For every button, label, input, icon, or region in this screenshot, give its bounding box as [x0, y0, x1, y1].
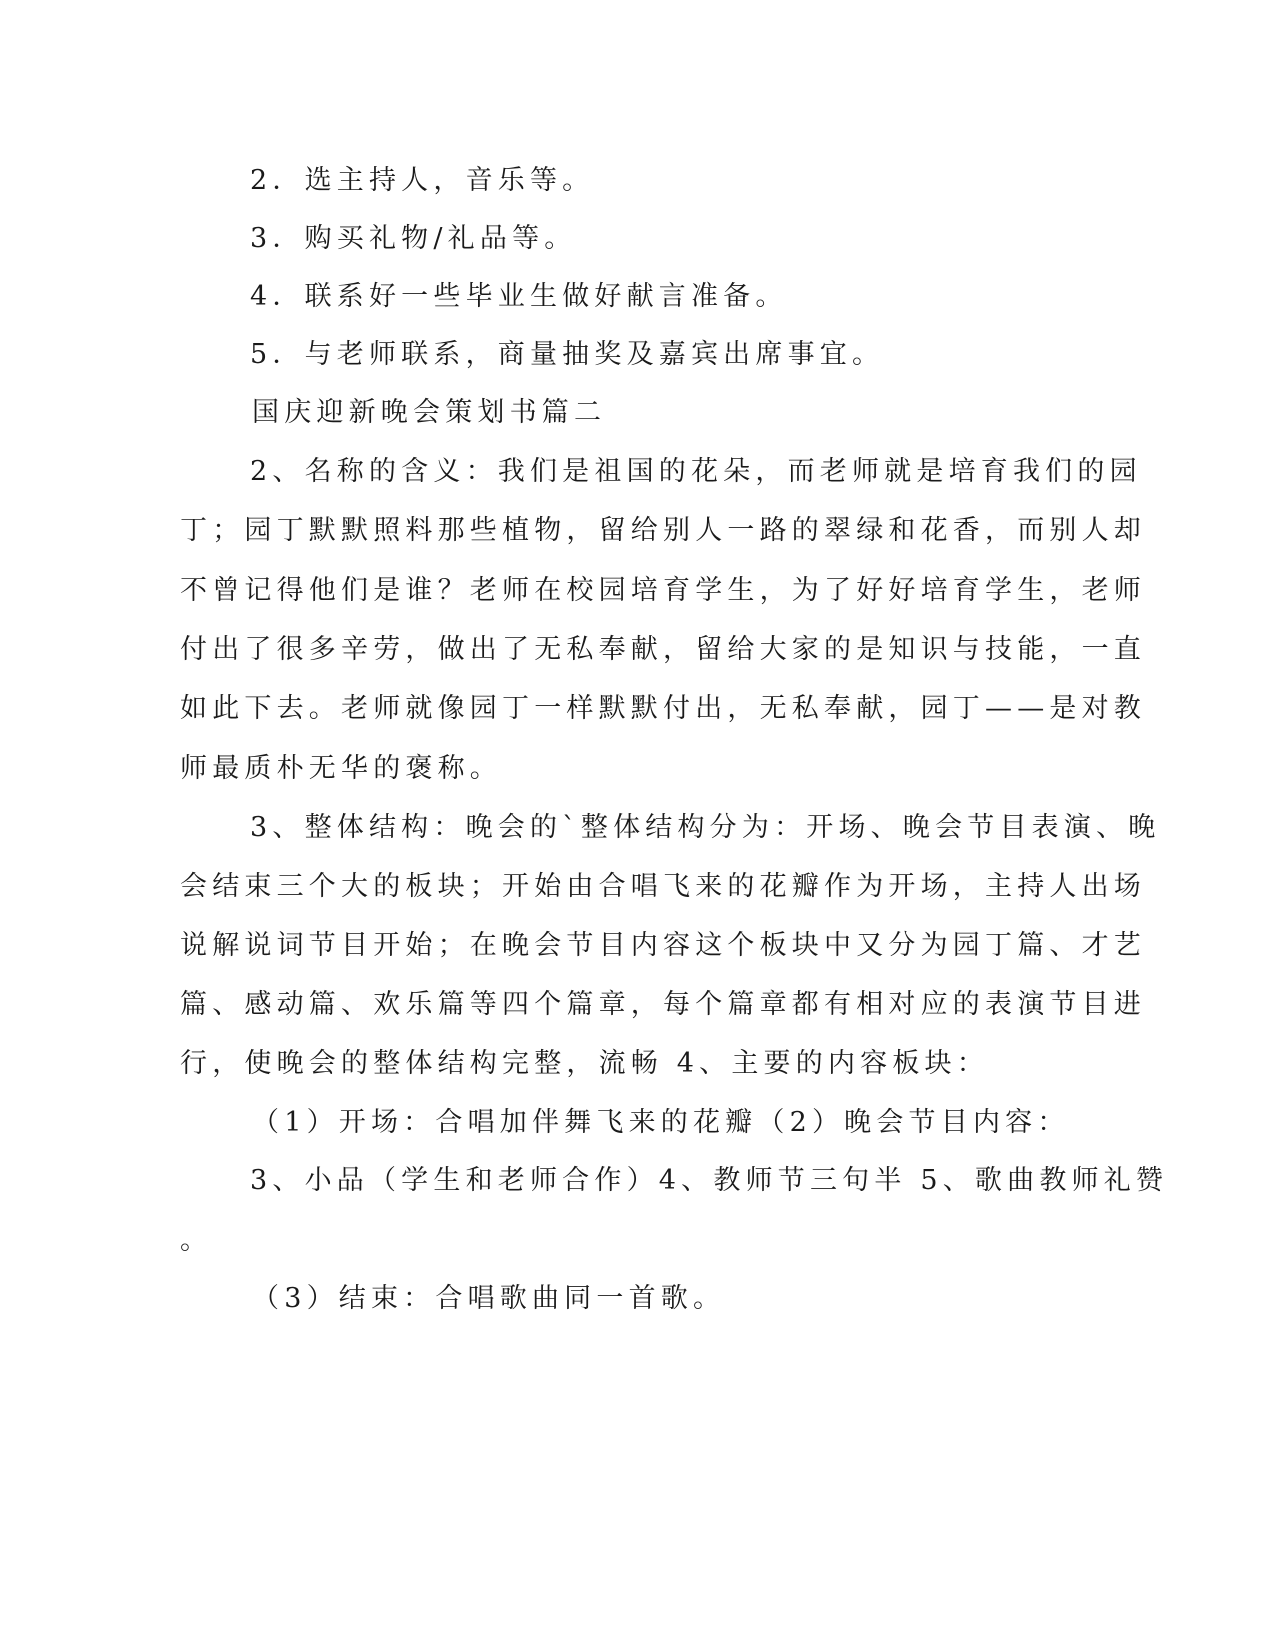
paragraph-line: 3、小品（学生和老师合作）4、教师节三句半 5、歌曲教师礼赞 — [250, 1165, 1169, 1196]
list-item: 5．与老师联系，商量抽奖及嘉宾出席事宜。 — [250, 339, 885, 370]
list-item: 4．联系好一些毕业生做好献言准备。 — [250, 281, 788, 312]
list-item: 2．选主持人，音乐等。 — [250, 165, 595, 196]
paragraph-line: （3）结束：合唱歌曲同一首歌。 — [252, 1283, 726, 1314]
paragraph-line: 3、整体结构：晚会的`整体结构分为：开场、晚会节目表演、晚 — [250, 812, 1161, 843]
paragraph-line: 不曾记得他们是谁？老师在校园培育学生，为了好好培育学生，老师 — [180, 575, 1146, 606]
section-title: 国庆迎新晚会策划书篇二 — [252, 397, 607, 428]
paragraph-line: 会结束三个大的板块；开始由合唱飞来的花瓣作为开场，主持人出场 — [180, 871, 1146, 902]
paragraph-line: 丁；园丁默默照料那些植物，留给别人一路的翠绿和花香，而别人却 — [180, 515, 1146, 546]
paragraph-line: 2、名称的含义：我们是祖国的花朵，而老师就是培育我们的园 — [250, 456, 1142, 487]
paragraph-line: 师最质朴无华的褒称。 — [180, 753, 502, 784]
paragraph-line: 说解说词节目开始；在晚会节目内容这个板块中又分为园丁篇、才艺 — [180, 930, 1146, 961]
paragraph-line: 篇、感动篇、欢乐篇等四个篇章，每个篇章都有相对应的表演节目进 — [180, 989, 1146, 1020]
paragraph-line: （1）开场：合唱加伴舞飞来的花瓣（2）晚会节目内容： — [252, 1107, 1070, 1138]
list-item: 3．购买礼物/礼品等。 — [250, 223, 577, 254]
paragraph-line: 。 — [180, 1225, 213, 1256]
paragraph-line: 如此下去。老师就像园丁一样默默付出，无私奉献，园丁——是对教 — [180, 693, 1146, 724]
paragraph-line: 付出了很多辛劳，做出了无私奉献，留给大家的是知识与技能，一直 — [180, 634, 1146, 665]
paragraph-line: 行，使晚会的整体结构完整，流畅 4、主要的内容板块： — [180, 1048, 989, 1079]
